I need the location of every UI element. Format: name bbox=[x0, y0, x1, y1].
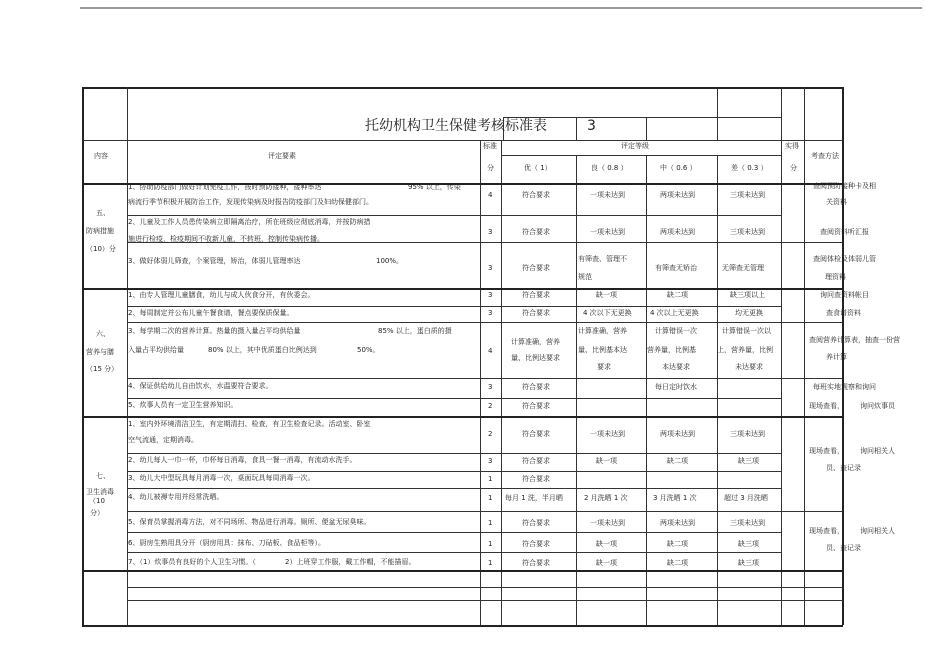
table-row: 5、保育员掌握消毒方法，对不同场所、物品进行消毒。厕所、便盆无尿臭味。 bbox=[128, 518, 371, 526]
table-row: 2、每周制定并公布儿童午餐食谱，餐点要保质保量。 bbox=[128, 309, 294, 317]
table-row: 1、室内外环境清洁卫生，有定期清扫、检查，有卫生检查记录。活动室、卧室 bbox=[128, 420, 371, 428]
top-rule bbox=[80, 7, 922, 9]
header-elements: 评定要素 bbox=[268, 152, 296, 160]
table-row: 7、（1）炊事员有良好的个人卫生习惯。（ bbox=[128, 558, 256, 566]
table-row: 2、儿童及工作人员患传染病立即隔离治疗，所在班级应彻底消毒，并按防病措 bbox=[128, 218, 371, 226]
page-title: 托幼机构卫生保健考核标准表 bbox=[365, 118, 547, 134]
table-row: 4、保证供给幼儿自由饮水，水温要符合要求。 bbox=[128, 382, 273, 390]
header-medium: 中（ 0.6 ） bbox=[660, 164, 697, 172]
header-standard-unit: 分 bbox=[487, 164, 494, 172]
table-row: 4、幼儿被褥专用并经常洗晒。 bbox=[128, 493, 224, 501]
table-row: 1、协助防疫部门做好计划免疫工作，按时预防接种，接种率达 bbox=[128, 183, 322, 191]
table-row: 1、由专人管理儿童膳食，幼儿与成人伙食分开，有伙委会。 bbox=[128, 291, 315, 299]
table-row: 6、厨房生熟用具分开（厨房用具：抹布、刀砧板、食品柜等）。 bbox=[128, 539, 325, 547]
header-good: 良（ 0.8 ） bbox=[591, 164, 628, 172]
header-method: 考查方法 bbox=[811, 152, 839, 160]
table-row: 3、每学期二次的营养计算。热量的摄入量占平均供给量 bbox=[128, 327, 301, 335]
header-actual-unit: 分 bbox=[790, 164, 797, 172]
table-row: 2、幼儿每人一巾一杯，巾杯每日消毒，食具一餐一消毒，有流动水洗手。 bbox=[128, 456, 357, 464]
table-row: 3、做好体弱儿筛查，个案管理，矫治，体弱儿管理率达 bbox=[128, 257, 301, 265]
header-content: 内容 bbox=[94, 152, 108, 160]
header-poor: 差（ 0.3 ） bbox=[731, 164, 768, 172]
table-row: 5、炊事人员有一定卫生营养知识。 bbox=[128, 401, 238, 409]
header-standard: 标准 bbox=[483, 142, 497, 150]
header-grade: 评定等级 bbox=[621, 142, 649, 150]
title-number: 3 bbox=[587, 118, 596, 134]
header-actual: 实得 bbox=[785, 142, 799, 150]
header-excellent: 优（ 1） bbox=[524, 164, 552, 172]
table-row: 3、幼儿大中型玩具每月消毒一次，桌面玩具每周消毒一次。 bbox=[128, 474, 315, 482]
